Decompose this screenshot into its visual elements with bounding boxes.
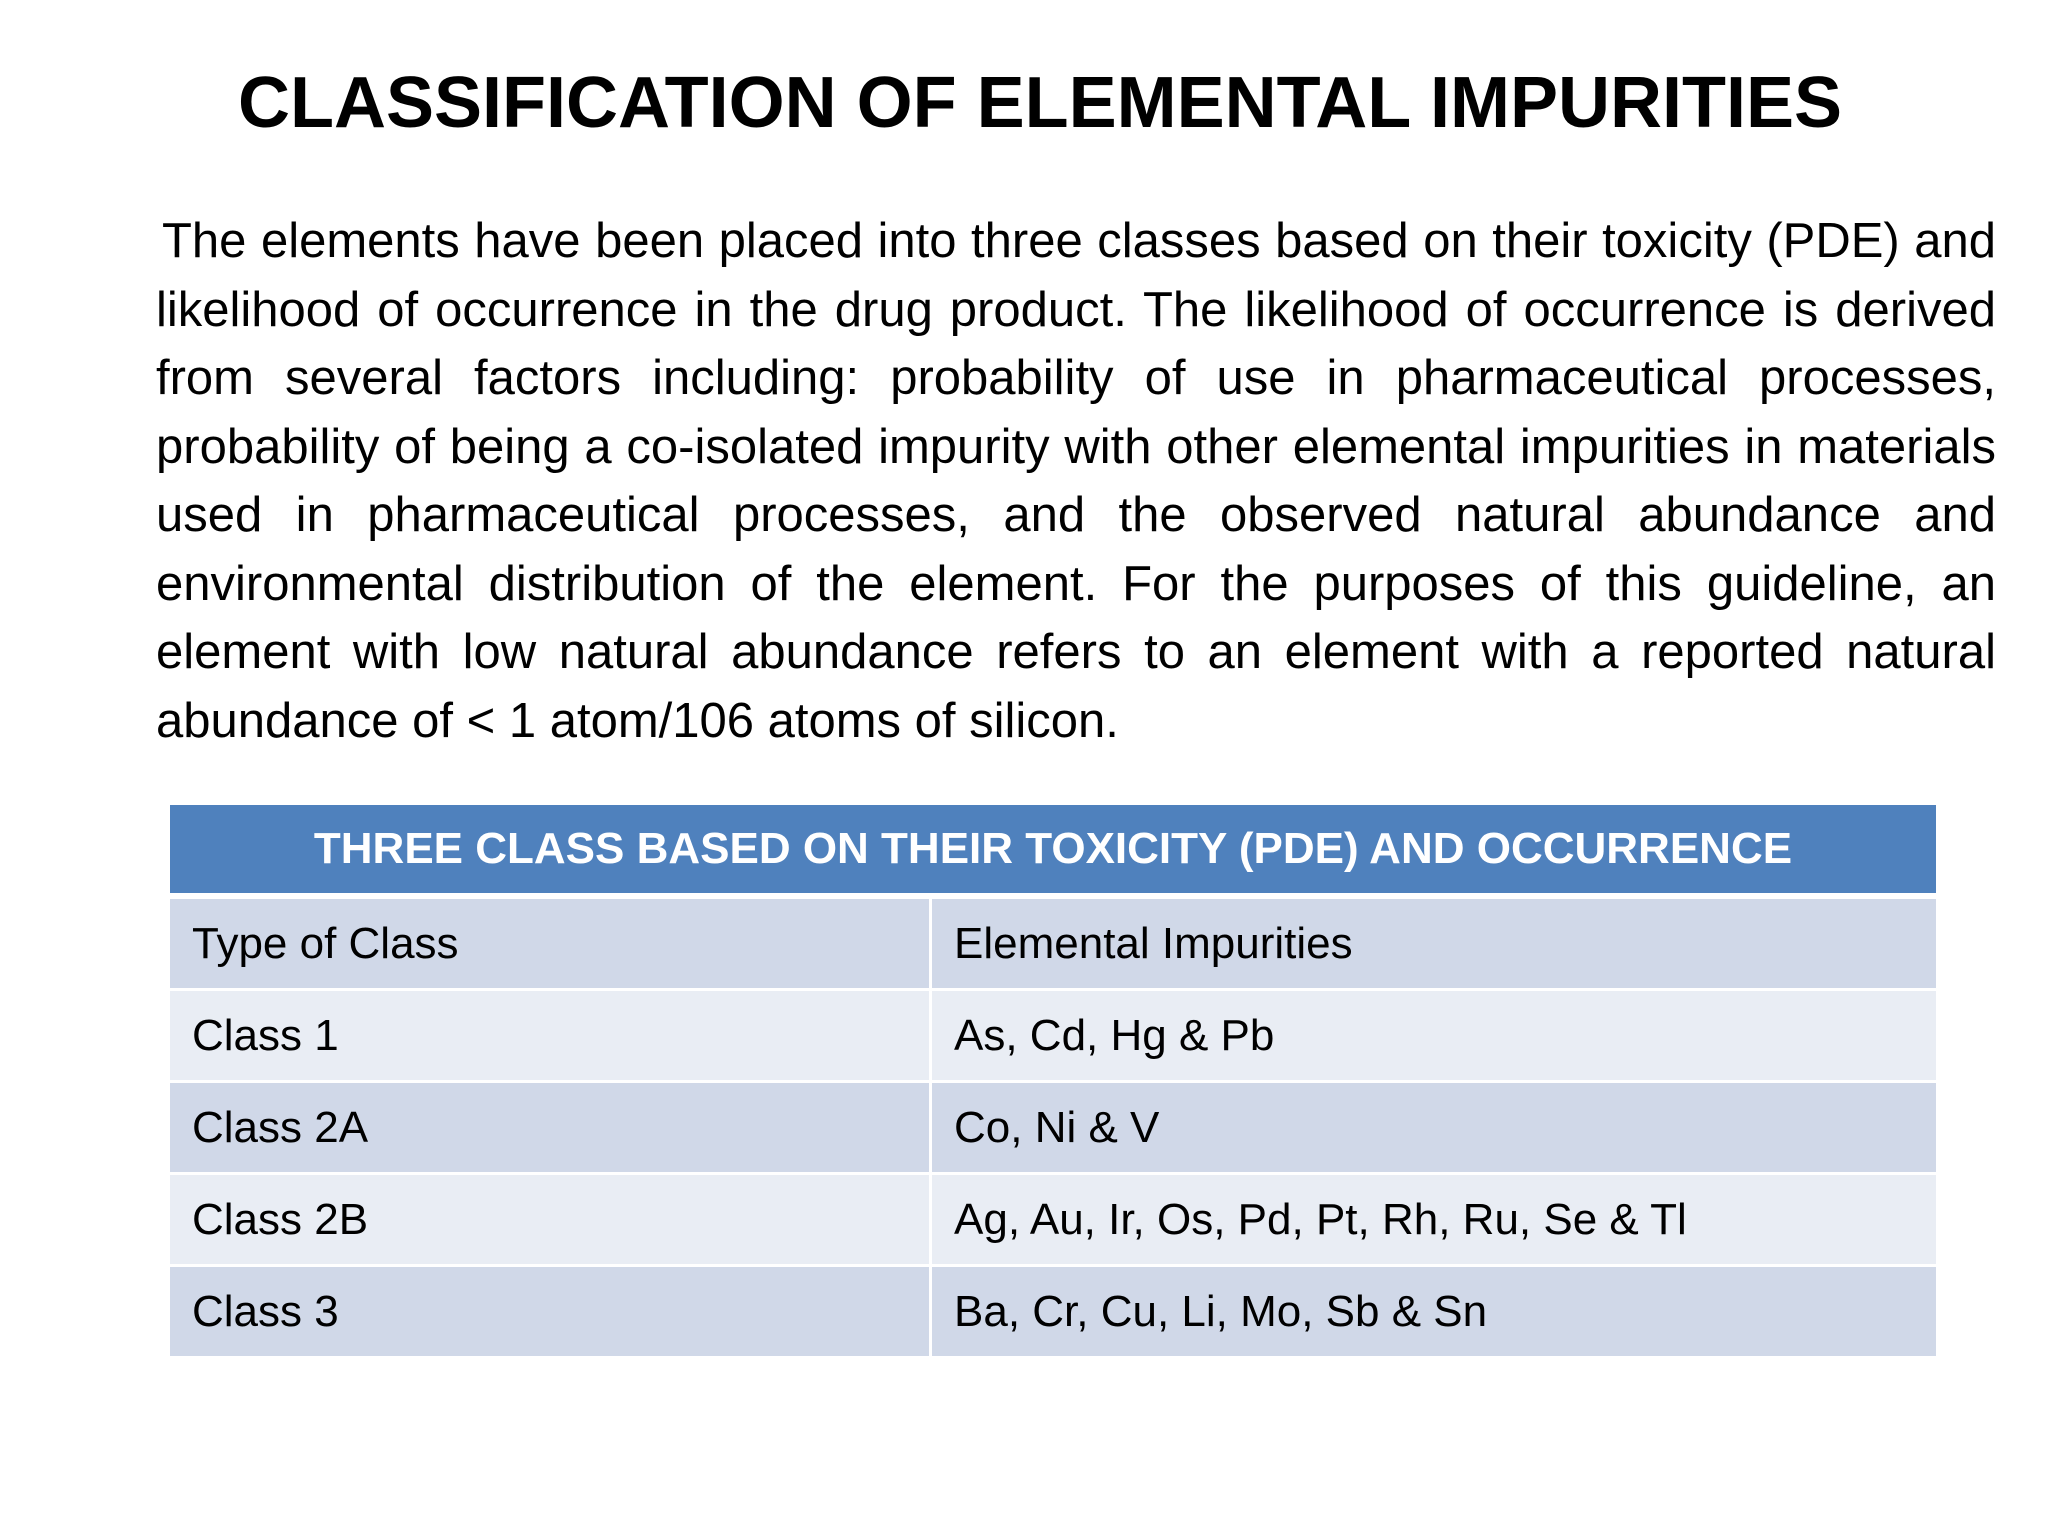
table-cell-class: Class 2B	[170, 1175, 932, 1264]
body-paragraph: The elements have been placed into three classes based on their toxicity (PDE) and likelihood of occurrence in the drug product. The likelihood of occurrence is derived from several factors including: probability of use in pharmaceutical processes, probability of being a co-isolated impurity with other elemental impurities in materials used in pharmaceutical processes, and the observed natural abundance and environmental distribution of the element. For the purposes of this guideline, an element with low natural abundance refers to an element with a reported natural abundance of < 1 atom/106 atoms of silicon.	[156, 214, 1996, 748]
table-cell-class: Class 2A	[170, 1083, 932, 1172]
table-row	[170, 899, 1936, 991]
table-row	[170, 1083, 1936, 1175]
table-cell-class: Class 3	[170, 1267, 932, 1356]
table-row	[170, 1175, 1936, 1267]
table-cell-impurities: Ag, Au, Ir, Os, Pd, Pt, Rh, Ru, Se & Tl	[954, 1195, 1687, 1244]
table-cell-impurities: Ba, Cr, Cu, Li, Mo, Sb & Sn	[954, 1287, 1488, 1336]
slide-title: CLASSIFICATION OF ELEMENTAL IMPURITIES	[237, 63, 1842, 143]
table-cell-impurities: As, Cd, Hg & Pb	[954, 1011, 1275, 1060]
table-cell-impurities: Co, Ni & V	[954, 1103, 1160, 1152]
table-cell-class: Type of Class	[170, 899, 932, 988]
table-cell-class: Class 1	[170, 991, 932, 1080]
table-cell-impurities: Elemental Impurities	[954, 919, 1353, 968]
classification-table	[170, 805, 1936, 1356]
table-row	[170, 1267, 1936, 1356]
table-row	[170, 991, 1936, 1083]
table-header: THREE CLASS BASED ON THEIR TOXICITY (PDE) AND OCCURRENCE	[170, 805, 1936, 899]
